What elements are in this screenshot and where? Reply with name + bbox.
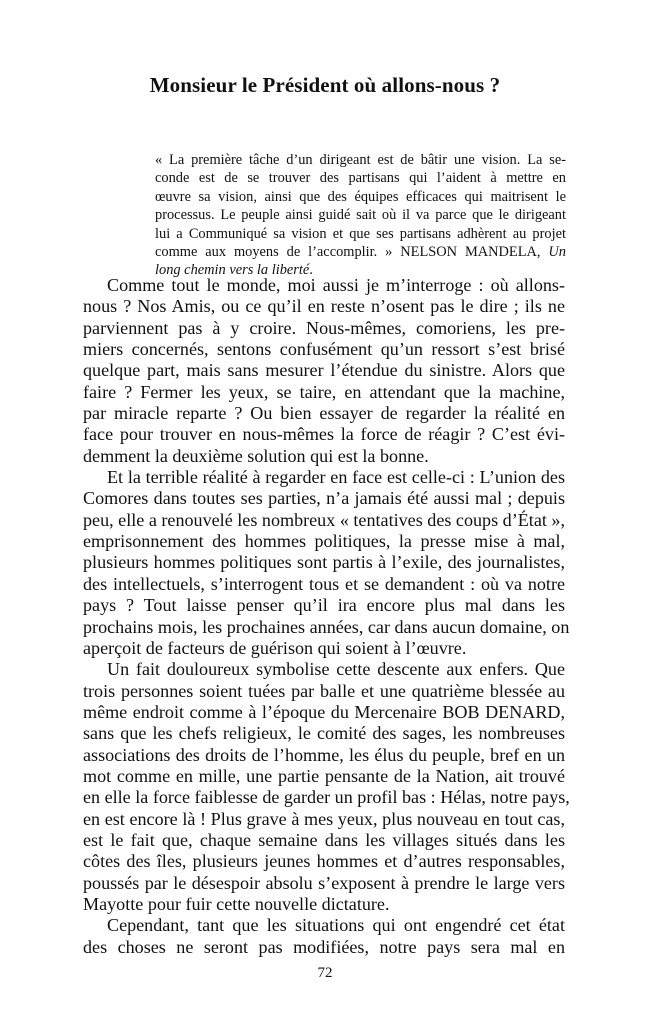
paragraph-2-line: prochains mois, les prochaines années, car dans aucun domaine, on bbox=[83, 616, 570, 637]
paragraph-1-line: miers concernés, sentons confusément qu’un ressort s’est brisé bbox=[83, 339, 565, 360]
paragraph-1-line: parviennent pas à y croire. Nous-mêmes, comoriens, les pre- bbox=[83, 317, 565, 338]
paragraph-3-line: Mayotte pour fuir cette nouvelle dictature. bbox=[83, 893, 390, 914]
epigraph-line: œuvre sa vision, ainsi que des équipes efficaces qui maitrisent le bbox=[155, 188, 566, 205]
paragraph-3-line: mot comme en mille, une partie pensante de la Nation, ait trouvé bbox=[83, 765, 565, 786]
epigraph-line-attribution bbox=[155, 243, 566, 261]
paragraph-2-line: Et la terrible réalité à regarder en face est celle-ci : L’union des bbox=[107, 467, 565, 488]
paragraph-2-line: peu, elle a renouvelé les nombreux « tentatives des coups d’État », bbox=[83, 509, 565, 530]
body-text bbox=[83, 275, 570, 958]
paragraph-4-line: des choses ne seront pas modifiées, notre pays sera mal en bbox=[83, 936, 565, 957]
source-title-part: long chemin vers la liberté bbox=[155, 262, 310, 279]
paragraph-3-line: en est encore là ! Plus grave à mes yeux, plus nouveau en tout cas, bbox=[83, 808, 565, 829]
paragraph-2-line: des intellectuels, s’interrogent tous et se demandent : où va notre bbox=[83, 573, 565, 594]
paragraph-3-line: sans que les chefs religieux, le comité des sages, les nombreuses bbox=[83, 723, 565, 744]
epigraph-line: processus. Le peuple ainsi guidé sait où il va parce que le dirigeant bbox=[155, 207, 566, 224]
chapter-title: Monsieur le Président où allons-nous ? bbox=[149, 73, 501, 97]
paragraph-1-line: demment la deuxième solution qui est la bonne. bbox=[83, 445, 429, 466]
paragraph-1-line: Comme tout le monde, moi aussi je m’interroge : où allons- bbox=[107, 275, 565, 295]
paragraph-1-line: quelque part, mais sans mesurer l’étendue du sinistre. Alors que bbox=[83, 360, 565, 381]
epigraph-quote bbox=[155, 151, 566, 280]
paragraph-3-line: est le fait que, chaque semaine dans les villages situés dans les bbox=[83, 829, 565, 850]
paragraph-2-line: pays ? Tout laisse penser qu’il ira encore plus mal dans les bbox=[83, 595, 565, 616]
paragraph-2-line: aperçoit de facteurs de guérison qui soient à l’œuvre. bbox=[83, 637, 467, 658]
paragraph-3-line: associations des droits de l’homme, les élus du peuple, bref en un bbox=[83, 744, 565, 765]
epigraph-line: lui a Communiqué sa vision et que ses partisans adhèrent au projet bbox=[155, 225, 566, 242]
paragraph-3-line: même endroit comme à l’époque du Mercenaire BOB DENARD, bbox=[83, 701, 565, 722]
paragraph-2-line: Comores dans toutes ses parties, n’a jamais été aussi mal ; depuis bbox=[83, 488, 565, 509]
paragraph-1-line: par miracle reparte ? Ou bien essayer de regarder la réalité en bbox=[83, 403, 565, 424]
paragraph-2-line: emprisonnement des hommes politiques, la presse mise à mal, bbox=[83, 531, 565, 552]
epigraph-line: conde est de se trouver des partisans qui l’aident à mettre en bbox=[155, 170, 566, 187]
page-number: 72 bbox=[317, 965, 333, 981]
paragraph-1-line: faire ? Fermer les yeux, se taire, en attendant que la machine, bbox=[83, 381, 565, 402]
epigraph-text: comme aux moyens de l’accomplir. » NELSON MANDELA, bbox=[155, 243, 549, 260]
source-title-part: Un bbox=[548, 243, 566, 260]
paragraph-2-line: plusieurs hommes politiques sont partis à l’exile, des journalistes, bbox=[83, 552, 565, 573]
epigraph-text: . bbox=[309, 262, 313, 279]
paragraph-3-line: Un fait douloureux symbolise cette descente aux enfers. Que bbox=[107, 659, 565, 680]
paragraph-1-line: face pour trouver en nous-mêmes la force de réagir ? C’est évi- bbox=[83, 424, 565, 445]
paragraph-3-line: côtes des îles, plusieurs jeunes hommes et d’autres responsables, bbox=[83, 851, 565, 872]
paragraph-1-line: nous ? Nos Amis, ou ce qu’il en reste n’osent pas le dire ; ils ne bbox=[83, 296, 565, 317]
paragraph-3-line: en elle la force faiblesse de garder un profil bas : Hélas, notre pays, bbox=[83, 787, 570, 808]
paragraph-3-line: poussés par le désespoir absolu s’exposent à prendre le large vers bbox=[83, 872, 565, 893]
paragraph-3-line: trois personnes soient tuées par balle et une quatrième blessée au bbox=[83, 680, 565, 701]
epigraph-line: « La première tâche d’un dirigeant est de bâtir une vision. La se- bbox=[155, 152, 566, 168]
paragraph-4-line: Cependant, tant que les situations qui ont engendré cet état bbox=[107, 915, 565, 936]
